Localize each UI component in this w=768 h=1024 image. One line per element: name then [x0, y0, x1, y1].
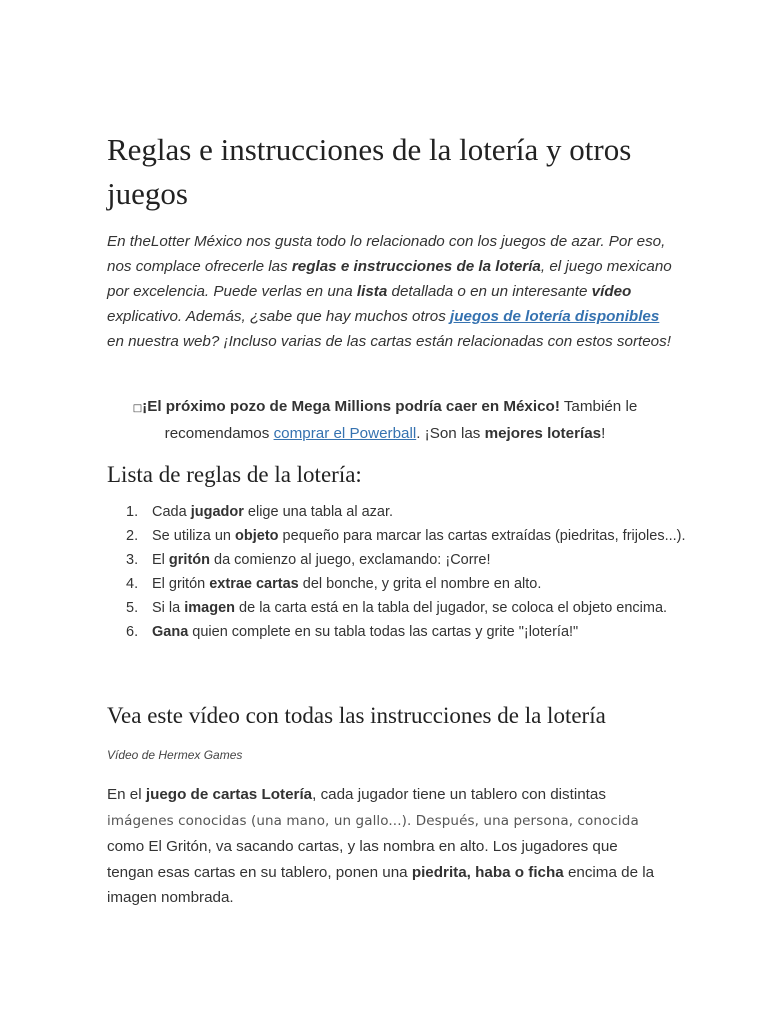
intro-paragraph	[107, 229, 677, 354]
body-light-text: imágenes conocidas (una mano, un gallo...). Después, una persona, conocida	[107, 812, 639, 829]
rule-bold: jugador	[190, 504, 244, 520]
rule-text: elige una tabla al azar.	[243, 504, 394, 520]
intro-text: en nuestra web? ¡Incluso varias de las cartas están relacionadas con estos sorteos!	[107, 333, 671, 350]
body-text: encima de la imagen nombrada.	[107, 863, 655, 906]
list-item	[152, 527, 712, 545]
rule-bold: imagen	[184, 600, 236, 616]
body-text: como El Gritón, va sacando cartas, y las nombra en alto. Los jugadores que tengan esas cartas en su tablero, ponen una	[107, 838, 618, 881]
lottery-games-link[interactable]: juegos de lotería disponibles	[450, 308, 660, 325]
promo-text: . ¡Son las	[416, 425, 485, 442]
rule-bold: objeto	[235, 528, 279, 544]
rule-text: El	[152, 552, 169, 568]
body-text: En el	[107, 786, 146, 803]
rule-text: Cada	[152, 504, 191, 520]
video-heading: Vea este vídeo con todas las instrucciones de la lotería	[107, 703, 606, 728]
body-bold-game: juego de cartas Lotería	[145, 786, 313, 803]
intro-text: explicativo. Además, ¿sabe que hay muchos otros	[107, 308, 451, 325]
body-text: , cada jugador tiene un tablero con distintas	[312, 786, 606, 803]
list-item	[152, 503, 712, 521]
promo-paragraph	[100, 394, 670, 446]
intro-bold-rules: reglas e instrucciones de la lotería	[291, 258, 541, 275]
rule-text: da comienzo al juego, exclamando: ¡Corre!	[210, 552, 491, 568]
rule-bold: extrae cartas	[209, 576, 299, 592]
list-item	[152, 599, 712, 617]
powerball-link[interactable]: comprar el Powerball	[273, 425, 417, 442]
intro-bold-list: lista	[356, 283, 388, 300]
body-paragraph	[107, 782, 667, 911]
intro-text: detallada o en un interesante	[387, 283, 592, 300]
rule-text: pequeño para marcar las cartas extraídas (piedritas, frijoles...).	[278, 528, 686, 544]
rule-bold: gritón	[168, 552, 210, 568]
promo-text: También le recomendamos	[164, 398, 638, 442]
rule-text: Si la	[152, 600, 185, 616]
rule-text: El gritón	[152, 576, 210, 592]
body-bold-marker: piedrita, haba o ficha	[411, 863, 564, 881]
list-item	[152, 551, 712, 569]
rule-text: quien complete en su tabla todas las cartas y grite "¡lotería!"	[188, 624, 579, 640]
rules-list	[107, 503, 712, 647]
promo-bold-headline: ¡El próximo pozo de Mega Millions podría caer en México!	[142, 398, 560, 415]
page-title: Reglas e instrucciones de la lotería y otros juegos	[107, 132, 632, 211]
intro-bold-video: vídeo	[591, 283, 632, 300]
intro-text: En theLotter México nos gusta todo lo relacionado con los juegos de azar. Por eso, nos complace ofrecerle las	[107, 233, 666, 275]
rule-text: Se utiliza un	[152, 528, 236, 544]
rules-heading: Lista de reglas de la lotería:	[107, 462, 362, 487]
list-item	[152, 575, 712, 593]
list-item	[152, 623, 712, 641]
missing-glyph-icon: □	[132, 403, 143, 414]
rule-text: del bonche, y grita el nombre en alto.	[298, 576, 542, 592]
promo-text: !	[601, 425, 606, 442]
rule-text: de la carta está en la tabla del jugador, se coloca el objeto encima.	[235, 600, 668, 616]
rule-bold: Gana	[152, 624, 189, 640]
video-caption: Vídeo de Hermex Games	[107, 748, 243, 762]
intro-text: , el juego mexicano por excelencia. Puede verlas en una	[107, 258, 672, 300]
promo-bold-best: mejores loterías	[484, 425, 602, 442]
